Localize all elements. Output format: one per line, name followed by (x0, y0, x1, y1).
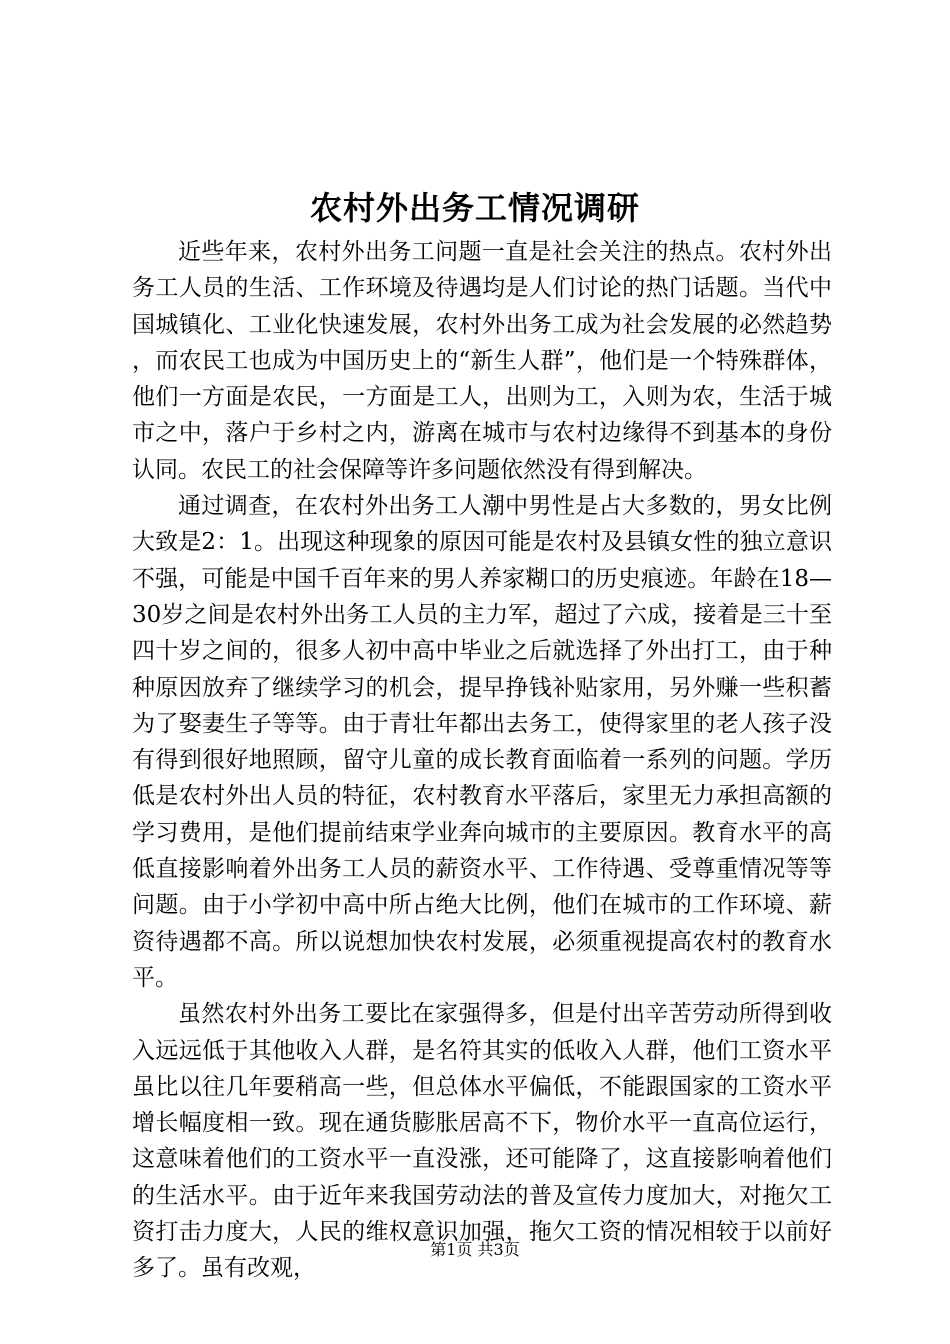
paragraph-3: 虽然农村外出务工要比在家强得多，但是付出辛苦劳动所得到收入远远低于其他收入人群，是名符其实的低收入人群，他们工资水平虽比以往几年要稍高一些，但总体水平偏低，不能跟国家的工资水平增长幅度相一致。现在通货膨胀居高不下，物价水平一直高位运行，这意味着他们的工资水平一直没涨，还可能降了，这直接影响着他们的生活水平。由于近年来我国劳动法的普及宣传力度加大，对拖欠工资打击力度大，人民的维权意识加强，拖欠工资的情况相较于以前好多了。虽有改观， (132, 1001, 832, 1282)
paragraph-1: 近些年来，农村外出务工问题一直是社会关注的热点。农村外出务工人员的生活、工作环境及待遇均是人们讨论的热门话题。当代中国城镇化、工业化快速发展，农村外出务工成为社会发展的必然趋势，而农民工也成为中国历史上的“新生人群”，他们是一个特殊群体，他们一方面是农民，一方面是工人，出则为工，入则为农，生活于城市之中，落户于乡村之内，游离在城市与农村边缘得不到基本的身份认同。农民工的社会保障等许多问题依然没有得到解决。 (132, 239, 832, 483)
page-footer: 第1页 共3页 (430, 1240, 520, 1259)
paragraph-2: 通过调查，在农村外出务工人潮中男性是占大多数的，男女比例大致是2：1。出现这种现象的原因可能是农村及县镇女性的独立意识不强，可能是中国千百年来的男人养家糊口的历史痕迹。年龄在18—30岁之间是农村外出务工人员的主力军，超过了六成，接着是三十至四十岁之间的，很多人初中高中毕业之后就选择了外出打工，由于种种原因放弃了继续学习的机会，提早挣钱补贴家用，另外赚一些积蓄为了娶妻生子等等。由于青壮年都出去务工，使得家里的老人孩子没有得到很好地照顾，留守儿童的成长教育面临着一系列的问题。学历低是农村外出人员的特征，农村教育水平落后，家里无力承担高额的学习费用，是他们提前结束学业奔向城市的主要原因。教育水平的高低直接影响着外出务工人员的薪资水平、工作待遇、受尊重情况等等问题。由于小学初中高中所占绝大比例，他们在城市的工作环境、薪资待遇都不高。所以说想加快农村发展，必须重视提高农村的教育水平。 (132, 493, 832, 991)
document-title: 农村外出务工情况调研 (309, 189, 640, 227)
document-body (132, 234, 832, 1287)
